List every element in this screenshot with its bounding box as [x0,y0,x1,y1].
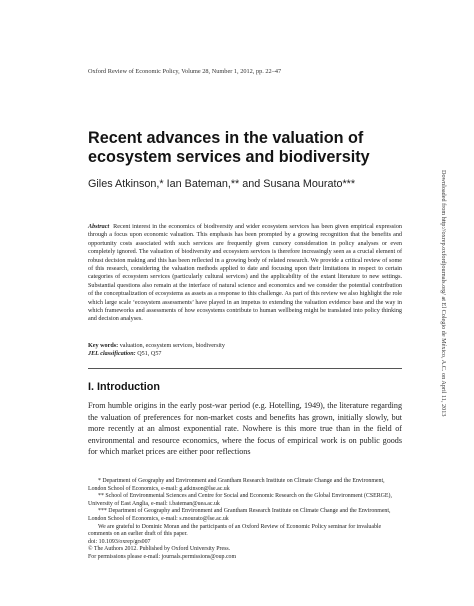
abstract-text: Recent interest in the economics of biodiversity and wider ecosystem services has been given empirical expression through a focus upon economic valuation. This emphasis has been prompted by a growing recognition that the benefits and opportunity costs associated with such services are frequently given cursory consideration in policy analyses or even completely ignored. The valuation of biodiversity and ecosystem services is therefore increasingly seen as a crucial element of robust decision making and this has been reflected in a growing body of related research. We provide a critical review of some of this research, considering the valuation methods applied to date and focusing upon their limitations in respect to certain categories of ecosystem services (particularly cultural services) and the applicability of the extant literature to new settings. Substantial questions also remain at the interface of natural science and economics and we consider the potential contribution of the conceptualization of ecosystems as assets as a response to this challenge. As part of this review we also highlight the role which large scale ‘ecosystem assessments’ have played in an impetus to extending the valuation evidence base and the way in which frameworks and assessments of how ecosystems contribute to human wellbeing might be translated into policy thinking and decision analyses. [88,224,402,323]
section-divider [88,368,402,369]
doi: doi: 10.1093/oxrep/grs007 [88,538,151,545]
abstract [88,223,402,324]
intro-paragraph: From humble origins in the early post-war period (e.g. Hotelling, 1949), the literature regarding the valuation of preferences for non-market costs and benefits has grown, initially slowly, but more recently at an almost exponential rate. Nowhere is this more true than in the field of environmental and resource economics, where the focus of empirical work is on public goods for which market prices are either poor reflections [88,401,402,457]
author-list: Giles Atkinson,* Ian Bateman,** and Susana Mourato*** [88,178,356,190]
keywords-text: valuation, ecosystem services, biodiversity [119,343,225,349]
keywords-label: Key words: [88,343,119,349]
jel-label: JEL classification: [88,351,136,357]
abstract-label: Abstract [88,224,110,230]
jel-text: Q51, Q57 [137,351,162,357]
journal-citation: Oxford Review of Economic Policy, Volume 28, Number 1, 2012, pp. 22–47 [88,68,282,75]
paper-title: Recent advances in the valuation of ecosystem services and biodiversity [88,129,370,166]
permissions: For permissions please e-mail: journals.permissions@oup.com [88,553,237,560]
footnotes [88,478,402,562]
footnote-1: * Department of Geography and Environment and Grantham Research Institute on Climate Change and the Environment, London School of Economics, e-mail: g.atkinson@lse.ac.uk [88,478,385,492]
copyright: © The Authors 2012. Published by Oxford University Press. [88,546,231,553]
footnote-3: *** Department of Geography and Environment and Grantham Research Institute on Climate Change and the Environment, London School of Economics, e-mail: s.mourato@lse.ac.uk [88,508,391,522]
download-notice: Downloaded from http://oxrep.oxfordjournals.org/ at El Colegio de México, A.C. on April 11, 2013 [440,170,447,417]
jel-classification [88,350,402,358]
footnote-2: ** School of Environmental Sciences and Centre for Social and Economic Research on the Global Environment (CSERGE), University of East Anglia, e-mail: i.bateman@uea.ac.uk [88,493,392,507]
acknowledgement: We are grateful to Dominic Moran and the participants of an Oxford Review of Economic Policy seminar for invaluable comments on an earlier draft of this paper. [88,523,382,538]
section-heading: I. Introduction [88,381,160,393]
